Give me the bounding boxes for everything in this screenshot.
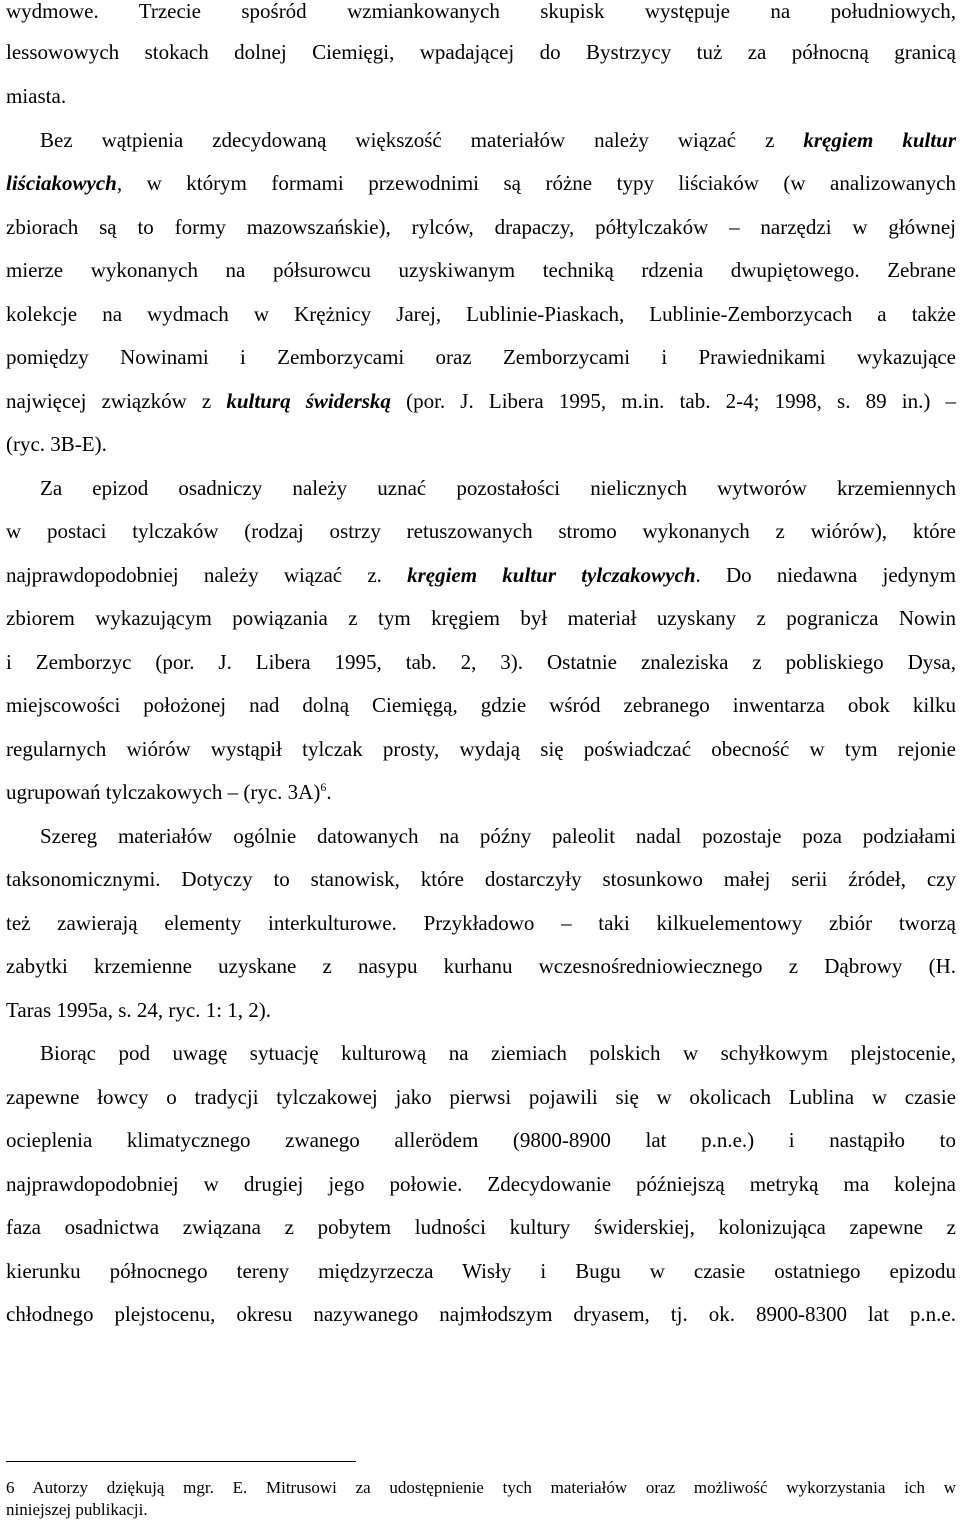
text-line: Biorąc pod uwagę sytuację kulturową na ziemiach polskich w schyłkowym plejstocenie, (40, 1041, 956, 1065)
text-line: chłodnego plejstocenu, okresu nazywanego najmłodszym dryasem, tj. ok. 8900-8300 lat p.n.e. (6, 1302, 956, 1326)
culture-term: kręgiem kultur tylczakowych (407, 563, 696, 587)
text-line: zapewne łowcy o tradycji tylczakowej jako pierwsi pojawili się w okolicach Lublina w czasie (6, 1085, 956, 1109)
text-line: najwięcej związków z kulturą świderską (por. J. Libera 1995, m.in. tab. 2-4; 1998, s. 89 in.) – (6, 389, 956, 413)
text-line: też zawierają elementy interkulturowe. Przykładowo – taki kilkuelementowy zbiór tworzą (6, 911, 956, 935)
text-line: miejscowości położonej nad dolną Ciemięgą, gdzie wśród zebranego inwentarza obok kilku (6, 693, 956, 717)
text-line: mierze wykonanych na półsurowcu uzyskiwanym techniką rdzenia dwupiętowego. Zebrane (6, 258, 956, 282)
text-line: Taras 1995a, s. 24, ryc. 1: 1, 2). (6, 998, 272, 1022)
text-line: zabytki krzemienne uzyskane z nasypu kurhanu wczesnośredniowiecznego z Dąbrowy (H. (6, 954, 956, 978)
text-line: najprawdopodobniej w drugiej jego połowie. Zdecydowanie późniejszą metryką ma kolejna (6, 1172, 956, 1196)
text-line: Szereg materiałów ogólnie datowanych na późny paleolit nadal pozostaje poza podziałami (40, 824, 956, 848)
text-line: w postaci tylczaków (rodzaj ostrzy retuszowanych stromo wykonanych z wiórów), które (6, 519, 956, 543)
text-line: regularnych wiórów wystąpił tylczak prosty, wydają się poświadczać obecność w tym rejonie (6, 737, 956, 761)
footnote-line: niniejszej publikacji. (6, 1500, 148, 1519)
culture-term: kulturą świderską (226, 389, 391, 413)
text-line: lessowowych stokach dolnej Ciemięgi, wpadającej do Bystrzycy tuż za północną granicą (6, 40, 956, 64)
text-line: i Zemborzyc (por. J. Libera 1995, tab. 2, 3). Ostatnie znaleziska z pobliskiego Dysa, (6, 650, 956, 674)
text-line: wydmowe. Trzecie spośród wzmiankowanych skupisk występuje na południowych, (6, 0, 956, 23)
text-line: liściakowych, w którym formami przewodnimi są różne typy liściaków (w analizowanych (6, 171, 956, 195)
text-line: miasta. (6, 84, 67, 108)
text-line: Za epizod osadniczy należy uznać pozostałości nielicznych wytworów krzemiennych (40, 476, 956, 500)
text-line: faza osadnictwa związana z pobytem ludności kultury świderskiej, kolonizująca zapewne z (6, 1215, 956, 1239)
text-line: (ryc. 3B-E). (6, 432, 107, 456)
culture-term: liściakowych (6, 171, 117, 195)
footnote-line: 6 Autorzy dziękują mgr. E. Mitrusowi za udostępnienie tych materiałów oraz możliwość wykorzystania ich w (6, 1478, 956, 1497)
footnote-ref: 6 (320, 780, 327, 794)
text-line: Bez wątpienia zdecydowaną większość materiałów należy wiązać z kręgiem kultur (40, 128, 957, 152)
footnote-separator (6, 1461, 356, 1462)
text-line: taksonomicznymi. Dotyczy to stanowisk, które dostarczyły stosunkowo małej serii źródeł, czy (6, 867, 956, 891)
text-line: zbiorach są to formy mazowszańskie), rylców, drapaczy, półtylczaków – narzędzi w głównej (6, 215, 956, 239)
text-line: pomiędzy Nowinami i Zemborzycami oraz Zemborzycami i Prawiednikami wykazujące (6, 345, 956, 369)
text-line: ocieplenia klimatycznego zwanego allerödem (9800-8900 lat p.n.e.) i nastąpiło to (6, 1128, 956, 1152)
text-line: kolekcje na wydmach w Krężnicy Jarej, Lublinie-Piaskach, Lublinie-Zemborzycach a także (6, 302, 956, 326)
culture-term: kręgiem kultur (803, 128, 957, 152)
text-line: najprawdopodobniej należy wiązać z. kręgiem kultur tylczakowych. Do niedawna jedynym (6, 563, 956, 587)
text-line: ugrupowań tylczakowych – (ryc. 3A)$^6$. (6, 780, 332, 804)
text-line: kierunku północnego tereny międzyrzecza Wisły i Bugu w czasie ostatniego epizodu (6, 1259, 956, 1283)
text-line: zbiorem wykazującym powiązania z tym kręgiem był materiał uzyskany z pogranicza Nowin (6, 606, 956, 630)
